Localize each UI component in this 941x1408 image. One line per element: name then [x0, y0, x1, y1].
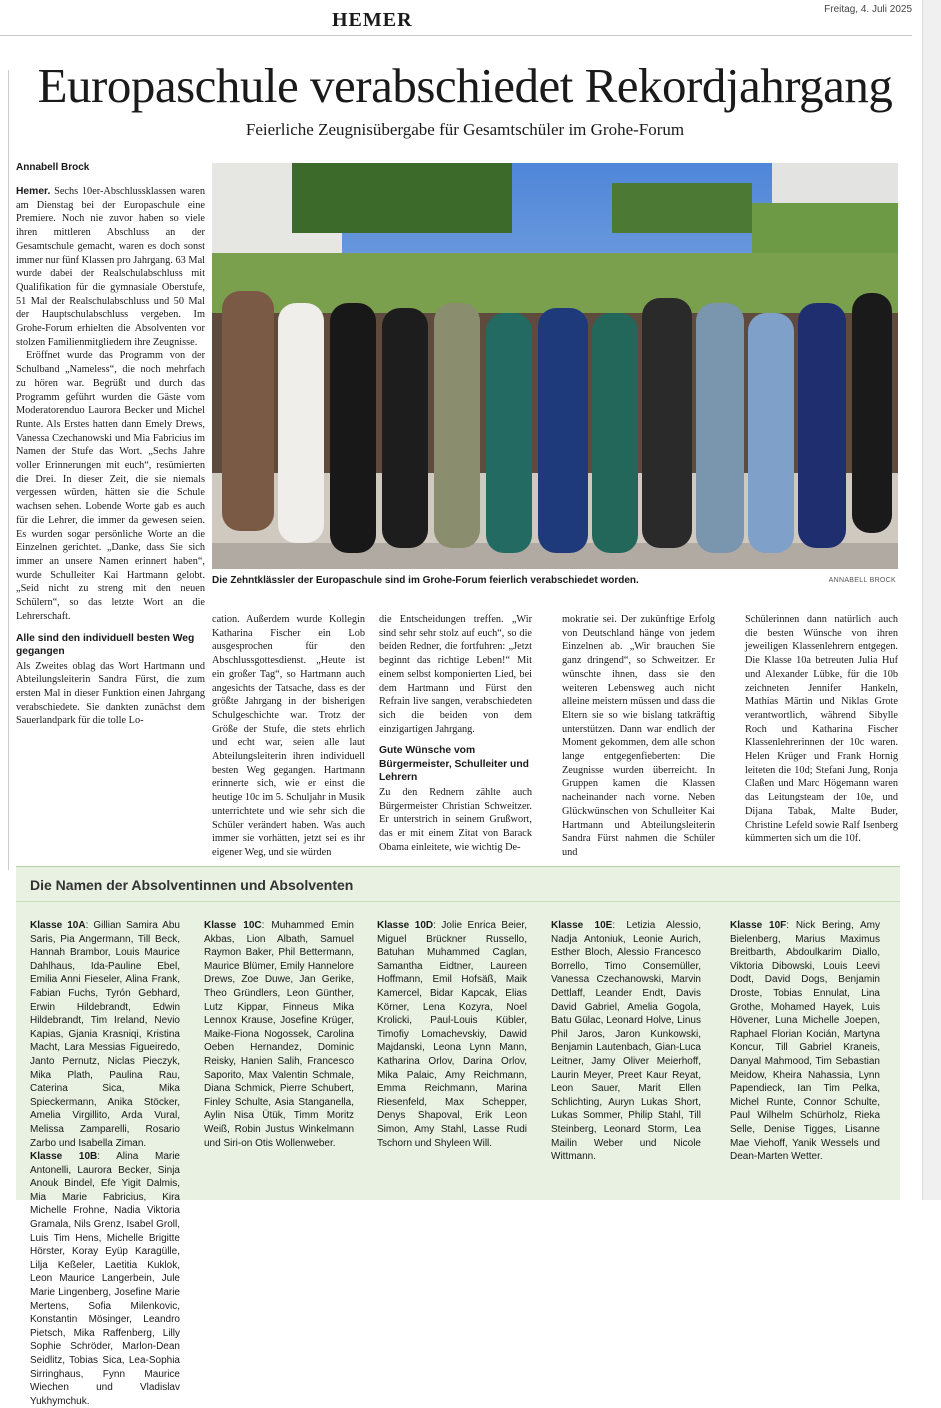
group-photo [212, 163, 898, 569]
graduates-box [16, 866, 900, 1407]
class-label: Klasse 10C [204, 920, 262, 931]
paragraph: die Entscheidungen treffen. „Wir sind sehr sehr stolz auf euch“, so die beiden Redner, die fortfuhren: „Jetzt beginnt das richtige Leben!“ Mit einem selbst komponierten Lied, bei dem Hartmann und Fürst den Refrain live sangen, verabschiedeten sich die beiden von dem einzigartigen Jahrgang. [379, 614, 532, 735]
names-column-4 [551, 919, 701, 1164]
names-column-5 [730, 919, 880, 1164]
page-header [0, 0, 912, 36]
class-label: Klasse 10E [551, 920, 613, 931]
subheading: Gute Wünsche vom Bürgermeister, Schulleiter und Lehrern [379, 745, 529, 784]
paragraph: Zu den Rednern zählte auch Bürgermeister Christian Schweitzer. Er unterstrich in seinem Grußwort, das er mit einem Zitat von Barack Obama einleitete, wie wichtig De- [379, 786, 532, 853]
class-label: Klasse 10A [30, 920, 86, 931]
subheadline: Feierliche Zeugnisübergabe für Gesamtschüler im Grohe-Forum [245, 120, 685, 139]
headline: Europaschule verabschiedet Rekordjahrgang [37, 58, 893, 113]
class-names: : Letizia Alessio, Nadja Antoniuk, Leonie Aurich, Esther Bloch, Alessio Francesco Borrello, Timo Consemüller, Vanessa Czechanowski, Marvin Dettlaff, Leander Endt, Davis David Gabriel, Amelia Gogola, Batu Gülac, Leonard Holve, Linus Phil Jaros, Jaron Kunkowski, Benjamin Lautenbach, Gian-Luca Leitner, Jamy Oliver Meierhoff, Laurin Meyer, Preet Kaur Reyat, Leon Sauer, Marit Ellen Schlichting, Auryn Lukas Short, Lukas Sommer, Philip Stahl, Till Steinberg, Leonard Storm, Lea Mailin Weber und Nicole Wittmann. [551, 920, 701, 1163]
column-divider [8, 70, 9, 870]
class-label: Klasse 10B [30, 1151, 98, 1163]
section-title: HEMER [332, 9, 413, 31]
paragraph: Als Zweites oblag das Wort Hartmann und Abteilungsleiterin Sandra Fürst, die zum ersten Mal in dieser Funktion einen Jahrgang verabschiedete. Sie dankten zunächst dem Sauerlandpark für die tolle Lo- [16, 660, 205, 727]
author-byline: Annabell Brock [16, 162, 90, 173]
paragraph: mokratie sei. Der zukünftige Erfolg von Deutschland hänge von jedem Einzelnen ab. „Wir brauchen Sie ganz dringend“, so Schweitzer. Er wünschte ihnen, dass sie den weiteren Lebensweg auch nicht alleine meistern müssen und dass die Eltern sie so wie bislang tatkräftig unterstützen. Dann war endlich der Moment gekommen, dem alle schon lange entgegenfieberten: Die Zeugnisse wurden überreicht. In Gruppen kamen die Klassen nacheinander nach vorne. Neben Glückwünschen von Schulleiter Kai Hartmann und Abteilungsleiterin Sandra Fürst nahmen die Schüler und [562, 614, 715, 858]
paragraph: Schülerinnen dann natürlich auch die besten Wünsche von ihren jeweiligen Klassenlehrern entgegen. Die Klasse 10a betreuten Julia Huf und Alexander Lübke, für die 10b zeichneten Jennifer Hankeln, Mathias Märtin und Niklas Grote verantwortlich, während Sibylle Roch und Katharina Fischer Klassenlehrerinnen der 10c waren. Helen Krüger und Frank Hornig leiteten die 10d; Stefani Jung, Ronja Claßen und Marc Högemann waren das Leitungsteam der 10e, und Dijana Tabak, Malte Buder, Christine Lefeld sowie Ralf Isenberg kümmerten sich um die 10f. [745, 614, 898, 845]
photo-credit: ANNABELL BROCK [828, 577, 896, 584]
class-label: Klasse 10D [377, 920, 434, 931]
paragraph [16, 185, 205, 349]
subheading: Alle sind den individuell besten Weg gegangen [16, 632, 195, 657]
class-label: Klasse 10F [730, 920, 787, 931]
paragraph-text: Sechs 10er-Abschlussklassen waren am Dienstag bei der Europaschule eine Premiere. Noch nie zuvor haben so viele ihren mittleren Abschluss an der Gesamtschule gemacht, waren es doch sonst immer nur fünf Klassen pro Jahrgang. 63 Mal wurde dabei der Realschulabschluss mit Qualifikation für die gymnasiale Oberstufe, 51 Mal der Realschulabschluss und 50 Mal der Hauptschulabschluss vergeben. Im Grohe-Forum erhielten die Absolventen vor stolzen Familienmitgliedern ihre Zeugnisse. [16, 186, 205, 348]
article-column-1 [16, 185, 205, 728]
names-column-1 [30, 919, 180, 1408]
names-column-3 [377, 919, 527, 1150]
article-column-3 [379, 613, 532, 854]
paragraph: cation. Außerdem wurde Kollegin Katharina Fischer ein Lob ausgesprochen für den Abschlussgottesdienst. „Heute ist ein großer Tag“, so Hartmann auch angesichts der Tatsache, dass es der größte Jahrgang in der bisherigen Schulgeschichte war. Trotz der Größe der Stufe, die stets ehrlich und echt war, seien alle laut Abteilungsleiterin ihren individuell besten Weg gegangen. Hartmann erinnerte sich, wie er einst die heutige 10c im 5. Schuljahr in Musik unterrichtete und wie sehr sich die Schüler verändert haben. Was auch immer sie vorhätten, jetzt sei es ihr eigener Weg, und sie würden [212, 614, 366, 858]
class-names: : Jolie Enrica Beier, Miguel Brückner Russello, Batuhan Muhammed Caglan, Samantha Eidtner, Laureen Hoffmann, Emil Hofsäß, Maik Kamercel, Bidar Kapcak, Elias Körner, Lena Kozyra, Noel Krolicki, Paul-Louis Kübler, Timofiy Lomachevskiy, Dawid Majdanski, Leona Lynn Mann, Katharina Orlov, Darina Orlov, Mika Palaic, Amy Reichmann, Emma Reichmann, Marina Riesenfeld, Max Schepper, Denys Shapoval, Erik Leon Simon, Amy Stahl, Lasse Rudi Tschorn und Shyleen Will. [377, 920, 527, 1149]
paragraph: Eröffnet wurde das Programm von der Schulband „Nameless“, die noch mehrfach zu hören war. Begrüßt und durch das Programm geführt wurden die Gäste vom Moderatorenduo Laurora Becker und Michel Runte. Als Erstes hatten dann Emely Drews, Vanessa Czechanowski und Mia Fabricius im Namen der Stufe das Wort. „Sechs Jahre voller Erinnerungen mit euch“, resümierten die Drei. In dieser Zeit, die sie niemals vergessen würden, hätten sie die Schule wachsen sehen. Lobende Worte gab es auch für die Lehrer, die immer da gewesen seien. Es wurden sogar persönliche Worte an die Einzelnen gerichtet. „Danke, dass Sie sich immer an unsere Namen erinnert haben“, wurde Schulleiter Kai Hartmann gelobt. „Seid nicht zu streng mit den neuen Schülern“, so das letzte Wort an die Lehrerschaft. [16, 350, 205, 622]
graduates-title: Die Namen der Absolventinnen und Absolventen [30, 877, 354, 893]
issue-date: Freitag, 4. Juli 2025 [824, 4, 912, 15]
divider [16, 901, 900, 902]
class-names: : Nick Bering, Amy Bielenberg, Marius Maximus Breitbarth, Abdoulkarim Diallo, Viktoria Dibowski, Louis Leevi Dodt, David Dogs, Benjamin Droste, Tobias Ennulat, Lina Grothe, Mohamed Hayek, Luis Hövener, Luna Michelle Joepen, Raphael Florian Kocián, Martyna Koncur, Till Gabriel Kraneis, Danyal Mahmood, Tim Sebastian Meidow, Kheira Nahassia, Lynn Papendieck, Ian Tim Pelka, Michel Runte, Connor Schulte, Paul Wilhelm Schürholz, Rieka Selle, Denise Tigges, Lisanne Mae Viehoff, Yanik Wessels und Dean-Marten Wetter. [730, 920, 880, 1163]
article-column-4 [562, 613, 715, 860]
scroll-edge [922, 0, 941, 1200]
article-column-2 [212, 613, 365, 860]
article-column-5 [745, 613, 898, 846]
names-column-2 [204, 919, 354, 1150]
dateline: Hemer. [16, 186, 51, 197]
class-names: : Gillian Samira Abu Saris, Pia Angermann, Till Beck, Hannah Brambor, Louis Maurice Dahlhaus, Ida-Pauline Ebel, Emilia Anni Fieseler, Alina Frank, Fabian Fuchs, Tyrón Gebhard, Erwin Hildebrandt, Edwin Hildebrandt, Tim Ireland, Nevio Kapias, Gjania Krasniqi, Kristina Macht, Lara Messias Figueiredo, Janto Pernutz, Niclas Pieczyk, Mika Plath, Paulina Rau, Caterina Sica, Mika Spieckermann, Anika Stöcker, Amelia Virgillito, Arda Vural, Melissa Zamparelli, Rosario Zarbo und Isabella Ziman. [30, 920, 180, 1149]
class-names: : Alina Marie Antonelli, Laurora Becker, Sinja Anouk Bindel, Efe Yigit Dalmis, Mia Marie Fabricius, Kira Michelle Frohne, Nadia Viktoria Gramala, Nils Grenz, Isabel Groll, Luis Tim Hens, Michelle Brigitte Hörster, Koray Eyüp Karagülle, Lilja Keßeler, Laetitia Kuklok, Leon Maurice Langerbein, Jule Marie Lingenberg, Josefine Marie Mertens, Sofia Milenkovic, Konstantin Mösinger, Leandro Pietsch, Mika Raffenberg, Lilly Sophie Schröder, Marlon-Dean Seidlitz, Tobias Sica, Lea-Sophia Sirringhaus, Fynn Maurice Wiechen und Vladislav Yukhymchuk. [30, 1151, 180, 1407]
photo-caption: Die Zehntklässler der Europaschule sind im Grohe-Forum feierlich verabschiedet worden. [212, 575, 639, 586]
class-names: : Muhammed Emin Akbas, Lion Albath, Samuel Raymon Baker, Phil Bettermann, Maurice Blümer, Emily Hannelore Drews, Zoe Duwe, Jan Gerike, Theo Gründlers, Leon Günther, Lutz Kippar, Finneus Mika Lennox Krause, Josefine Krüger, Maike-Fiona Nogossek, Carolina Oeben Hernandez, Dominic Reisky, Hanien Salih, Francesco Saporito, Max Valentin Schmale, Diana Schmick, Pierre Schubert, Finley Schulte, Asia Stanganella, Aylin Nisa Ütük, Timm Moritz Weiß, Robin Justus Winkelmann und Siri-on Otis Wollenweber. [204, 920, 354, 1149]
